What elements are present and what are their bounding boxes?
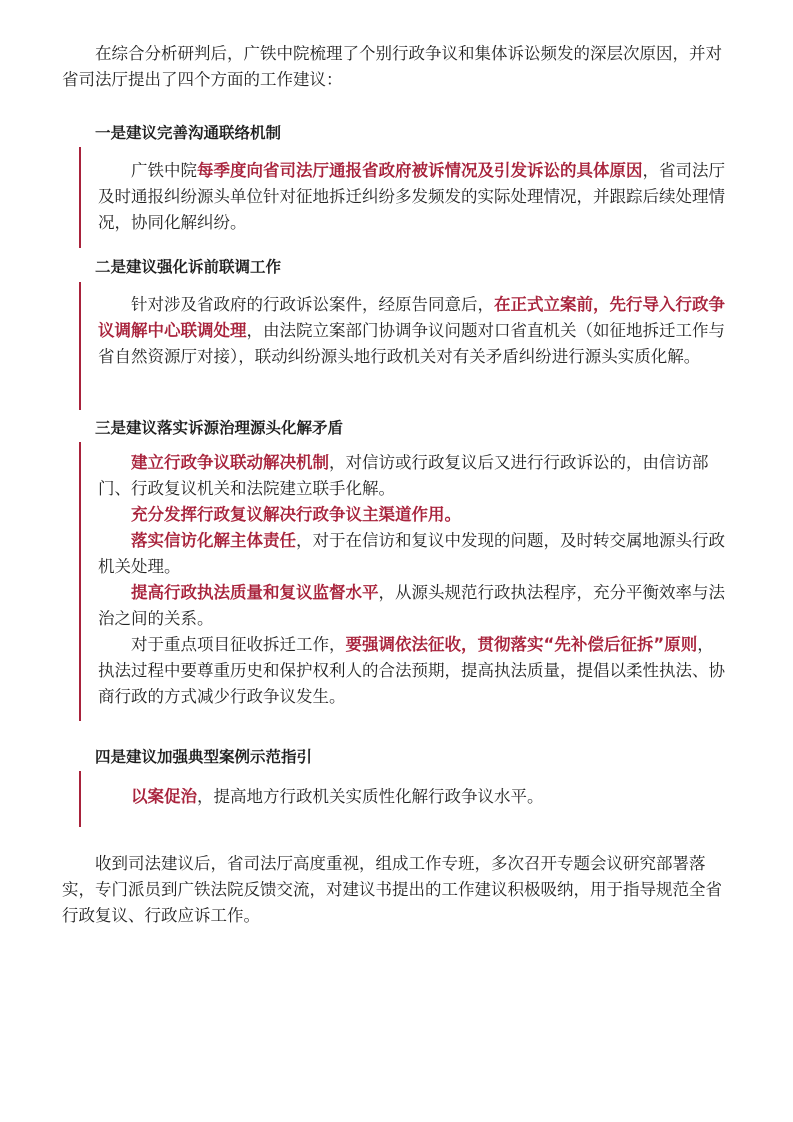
section-heading-1: 一是建议完善沟通联络机制 (95, 124, 282, 142)
body-paragraph (98, 528, 730, 580)
highlight-text: 以案促治 (131, 787, 197, 806)
section-accent-bar-1 (79, 147, 81, 248)
section-accent-bar-4 (79, 771, 81, 827)
section-body-4 (98, 784, 730, 810)
body-paragraph (98, 580, 730, 632)
body-text: ，由法院立案部门协调争议问题对口省直机关（如征地拆迁工作与省自然资源厅对接），联动纠纷源头地行政机关对有关矛盾纠纷进行源头实质化解。 (98, 321, 725, 366)
body-text: 对于重点项目征收拆迁工作， (131, 635, 346, 654)
body-text: ，对于在信访和复议中发现的问题，及时转交属地源头行政机关处理。 (98, 531, 725, 576)
highlight-text: 落实信访化解主体责任 (131, 531, 296, 550)
body-paragraph (98, 158, 730, 236)
highlight-text: 要强调依法征收，贯彻落实“先补偿后征拆”原则 (345, 635, 698, 654)
highlight-text: 建立行政争议联动解决机制 (131, 453, 329, 472)
body-text: ，省司法厅及时通报纠纷源头单位针对征地拆迁纠纷多发频发的实际处理情况，并跟踪后续处理情况，协同化解纠纷。 (98, 161, 725, 232)
body-text: ，提高地方行政机关实质性化解行政争议水平。 (197, 787, 544, 806)
highlight-text: 充分发挥行政复议解决行政争议主渠道作用。 (131, 505, 461, 524)
body-text: 广铁中院 (131, 161, 197, 180)
body-text: ，对信访或行政复议后又进行行政诉讼的，由信访部门、行政复议机关和法院建立联手化解。 (98, 453, 709, 498)
highlight-text: 每季度向省司法厅通报省政府被诉情况及引发诉讼的具体原因 (197, 161, 643, 180)
intro-paragraph: 在综合分析研判后，广铁中院梳理了个别行政争议和集体诉讼频发的深层次原因，并对省司法厅提出了四个方面的工作建议： (62, 44, 722, 89)
section-body-3 (98, 450, 730, 710)
closing-paragraph: 收到司法建议后，省司法厅高度重视，组成工作专班，多次召开专题会议研究部署落实，专门派员到广铁法院反馈交流，对建议书提出的工作建议积极吸纳，用于指导规范全省行政复议、行政应诉工作。 (62, 854, 722, 925)
body-paragraph (98, 450, 730, 502)
highlight-text: 提高行政执法质量和复议监督水平 (131, 583, 379, 602)
section-heading-3: 三是建议落实诉源治理源头化解矛盾 (95, 419, 344, 437)
body-text: ，从源头规范行政执法程序，充分平衡效率与法治之间的关系。 (98, 583, 725, 628)
body-paragraph (98, 502, 730, 528)
body-paragraph (98, 632, 730, 710)
section-heading-4: 四是建议加强典型案例示范指引 (95, 748, 313, 766)
body-paragraph (98, 292, 730, 370)
body-text: ，执法过程中要尊重历史和保护权利人的合法预期，提高执法质量，提倡以柔性执法、协商行政的方式减少行政争议发生。 (98, 635, 725, 706)
body-paragraph (98, 784, 730, 810)
section-accent-bar-2 (79, 282, 81, 410)
section-heading-2: 二是建议强化诉前联调工作 (95, 258, 282, 276)
highlight-text: 在正式立案前，先行导入行政争议调解中心联调处理 (98, 295, 725, 340)
body-text: 针对涉及省政府的行政诉讼案件，经原告同意后， (131, 295, 494, 314)
section-body-2 (98, 292, 730, 370)
section-body-1 (98, 158, 730, 236)
section-accent-bar-3 (79, 442, 81, 721)
